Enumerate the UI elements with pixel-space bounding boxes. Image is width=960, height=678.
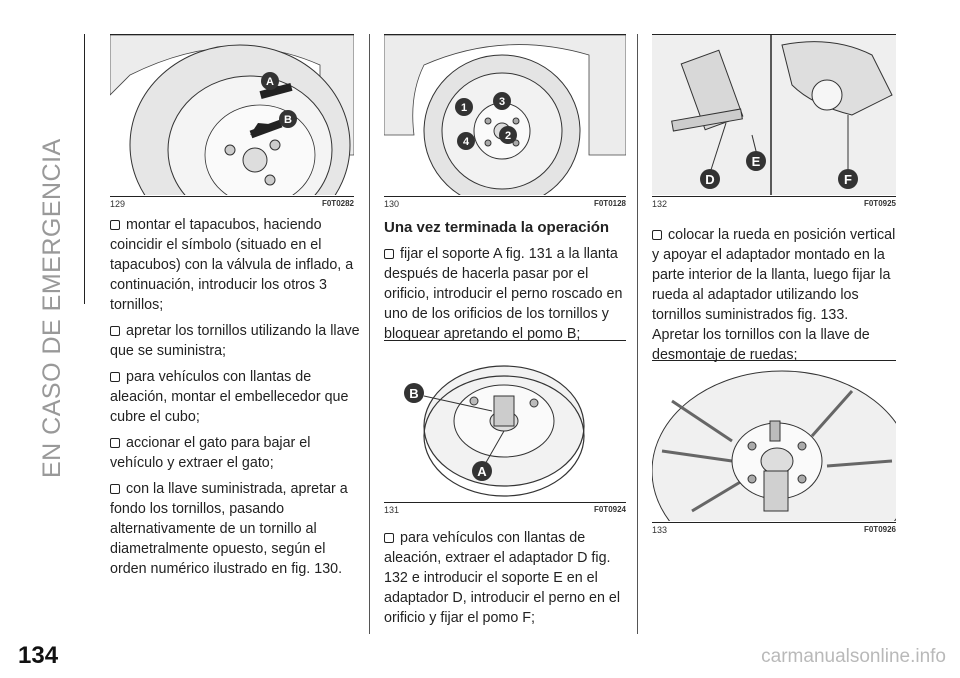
watermark: carmanualsonline.info [761, 646, 946, 667]
figure-131-illustration [384, 341, 626, 501]
column-1-text [110, 215, 360, 585]
column-3-text [652, 225, 898, 371]
figure-131 [384, 340, 626, 515]
checkbox-bullet-icon [110, 484, 120, 494]
figure-129-label-b: B [284, 114, 292, 126]
figure-code: F0T0924 [593, 505, 626, 514]
column-separator [637, 34, 638, 634]
list-item: montar el tapacubos, haciendo coincidir el símbolo (situado en el tapacubos) con la válvula de inflado, a continuación, introducir los otros 3 tornillos; [110, 217, 354, 313]
figure-132-label-d: D [705, 172, 715, 187]
checkbox-bullet-icon [384, 533, 394, 543]
figure-caption [384, 197, 626, 211]
figure-caption [652, 523, 896, 537]
figure-code: F0T0282 [321, 199, 354, 208]
list-item: colocar la rueda en posición vertical y apoyar el adaptador montado en la parte interior de la llanta, luego fijar la rueda al adaptador utilizando los tornillos suministrados fig. 133. Apretar los tornillos con la llave de desmontaje de ruedas; [652, 227, 896, 363]
figure-132 [652, 34, 896, 209]
figure-number: 132 [652, 199, 668, 209]
checkbox-bullet-icon [110, 438, 120, 448]
figure-133 [652, 360, 896, 535]
figure-131-label-a: A [477, 464, 487, 479]
figure-number: 130 [384, 199, 400, 209]
figure-number: 129 [110, 199, 126, 209]
figure-code: F0T0128 [593, 199, 626, 208]
figure-132-label-f: F [844, 172, 852, 187]
figure-131-label-b: B [409, 386, 419, 401]
column-2-text-bottom [384, 528, 629, 634]
figure-number: 131 [384, 505, 400, 515]
figure-caption [384, 503, 626, 517]
checkbox-bullet-icon [384, 249, 394, 259]
figure-132-label-e: E [751, 154, 761, 169]
checkbox-bullet-icon [110, 326, 120, 336]
list-item: accionar el gato para bajar el vehículo y extraer el gato; [110, 435, 311, 471]
figure-caption [652, 197, 896, 211]
figure-129-illustration [110, 35, 354, 195]
column-2-text-top [384, 218, 629, 350]
figure-130-label-2: 2 [504, 130, 512, 142]
page-number: 134 [18, 642, 59, 669]
checkbox-bullet-icon [110, 372, 120, 382]
figure-133-illustration [652, 361, 896, 521]
figure-130-illustration [384, 35, 626, 195]
list-item: para vehículos con llantas de aleación, montar el embellecedor que cubre el cubo; [110, 369, 349, 425]
figure-code: F0T0925 [863, 199, 896, 208]
figure-132-illustration [652, 35, 896, 195]
list-item: apretar los tornillos utilizando la llave que se suministra; [110, 323, 360, 359]
list-item: para vehículos con llantas de aleación, extraer el adaptador D fig. 132 e introducir el soporte E en el adaptador D, introducir el perno en el orificio y fijar el pomo F; [384, 530, 621, 626]
figure-130-label-3: 3 [498, 96, 506, 108]
figure-130-label-1: 1 [460, 102, 468, 114]
figure-number: 133 [652, 525, 668, 535]
figure-129-label-a: A [266, 76, 274, 88]
figure-caption [110, 197, 354, 211]
section-divider [84, 34, 85, 304]
figure-130-label-4: 4 [462, 136, 470, 148]
checkbox-bullet-icon [652, 230, 662, 240]
list-item: con la llave suministrada, apretar a fondo los tornillos, pasando alternativamente de un tornillo al diametralmente opuesto, según el orden numérico ilustrado en fig. 130. [110, 481, 348, 577]
figure-130 [384, 34, 626, 209]
section-heading: Una vez terminada la operación [384, 219, 610, 236]
column-separator [369, 34, 370, 634]
checkbox-bullet-icon [110, 220, 120, 230]
figure-code: F0T0926 [863, 525, 896, 534]
figure-129 [110, 34, 354, 209]
list-item: fijar el soporte A fig. 131 a la llanta después de hacerla pasar por el orificio, introducir el perno roscado en uno de los orificios de los tornillos y bloquear apretando el pomo B; [384, 246, 623, 342]
